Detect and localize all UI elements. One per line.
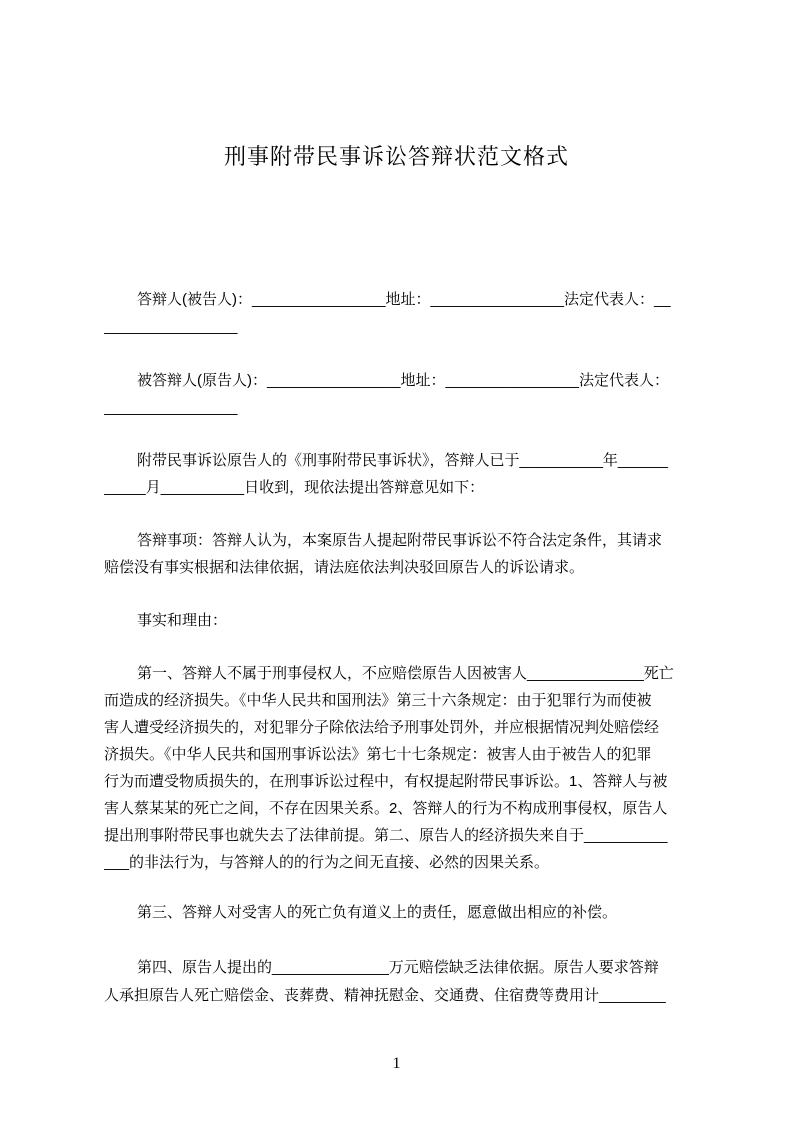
text-line: 提出刑事附带民事也就失去了法律前提。第二、原告人的经济损失来自于__________ xyxy=(104,827,668,844)
text-line: ________________ xyxy=(104,318,238,335)
text-line: _____月__________日收到，现依法提出答辩意见如下： xyxy=(104,479,485,496)
text-line: 赔偿没有事实根据和法律依据，请法庭依法判决驳回原告人的诉讼请求。 xyxy=(104,559,585,576)
text-line: 行为而遭受物质损失的，在刑事诉讼过程中，有权提起附带民事诉讼。1、答辩人与被 xyxy=(104,773,668,790)
text-line: 济损失。《中华人民共和国刑事诉讼法》第七十七条规定：被害人由于被告人的犯罪 xyxy=(104,746,652,763)
text-line: 事实和理由： xyxy=(137,612,228,629)
document-title: 刑事附带民事诉讼答辩状范文格式 xyxy=(223,144,569,169)
text-line: 第三、答辩人对受害人的死亡负有道义上的责任，愿意做出相应的补偿。 xyxy=(137,904,618,921)
text-line: 人承担原告人死亡赔偿金、丧葬费、精神抚慰金、交通费、住宿费等费用计________ xyxy=(104,987,666,1004)
text-line: 第四、原告人提出的______________万元赔偿缺乏法律依据。原告人要求答辩 xyxy=(137,959,659,976)
text-line: 答辩事项：答辩人认为，本案原告人提起附带民事诉讼不符合法定条件，其请求 xyxy=(137,532,663,549)
text-line: 害人遭受经济损失的，对犯罪分子除依法给予刑事处罚外，并应根据情况判处赔偿经 xyxy=(104,719,660,736)
text-line: 第一、答辩人不属于刑事侵权人，不应赔偿原告人因被害人______________死亡 xyxy=(137,665,674,682)
text-line: ___的非法行为，与答辩人的的行为之间无直接、必然的因果关系。 xyxy=(104,854,550,871)
text-line: 而造成的经济损失。《中华人民共和国刑法》第三十六条规定：由于犯罪行为而使被 xyxy=(104,692,652,709)
text-line: 被答辩人(原告人)：________________地址：________________法定代表人： xyxy=(137,372,669,389)
text-line: 附带民事诉讼原告人的《刑事附带民事诉状》，答辩人已于__________年______ xyxy=(137,452,668,469)
text-line: ________________ xyxy=(104,399,238,416)
page-number: 1 xyxy=(392,1055,401,1072)
text-line: 答辩人(被告人)：________________地址：________________法定代表人：__ xyxy=(137,291,671,308)
text-line: 害人蔡某某的死亡之间，不存在因果关系。2、答辩人的行为不构成刑事侵权，原告人 xyxy=(104,800,668,817)
